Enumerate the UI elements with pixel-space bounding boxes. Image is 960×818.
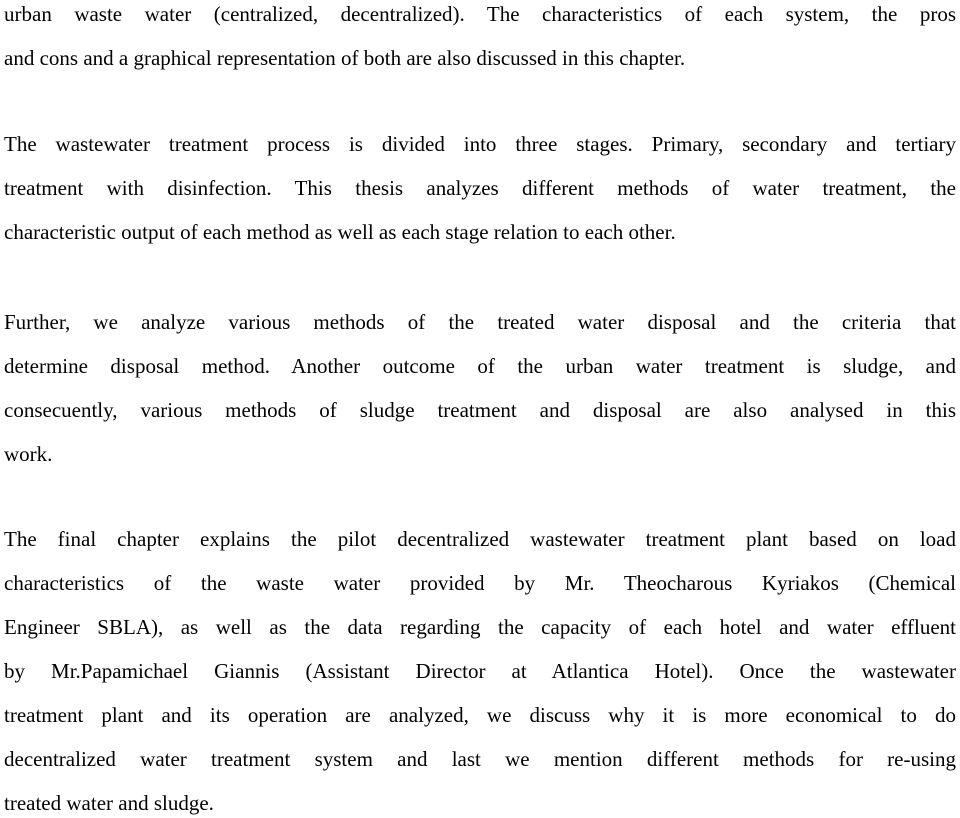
paragraph-2-line-2: treatment with disinfection. This thesis analyzes different methods of water treatment, the	[4, 176, 956, 200]
paragraph-1-line-1: urban waste water (centralized, decentralized). The characteristics of each system, the pros	[4, 2, 956, 26]
paragraph-1-line-2: and cons and a graphical representation of both are also discussed in this chapter.	[4, 46, 686, 70]
paragraph-2-line-3: characteristic output of each method as well as each stage relation to each other.	[4, 220, 676, 244]
paragraph-4-line-1: The final chapter explains the pilot decentralized wastewater treatment plant based on load	[4, 527, 956, 551]
paragraph-3-line-1: Further, we analyze various methods of the treated water disposal and the criteria that	[4, 310, 956, 334]
paragraph-3-line-2: determine disposal method. Another outcome of the urban water treatment is sludge, and	[4, 354, 956, 378]
paragraph-4-line-6: decentralized water treatment system and last we mention different methods for re-using	[4, 747, 956, 771]
paragraph-3-line-3: consecuently, various methods of sludge treatment and disposal are also analysed in this	[4, 398, 956, 422]
paragraph-4-line-3: Engineer SBLA), as well as the data regarding the capacity of each hotel and water effluent	[4, 615, 956, 639]
paragraph-4-line-2: characteristics of the waste water provided by Mr. Theocharous Kyriakos (Chemical	[4, 571, 956, 595]
paragraph-3-line-4: work.	[4, 442, 53, 466]
paragraph-4-line-5: treatment plant and its operation are analyzed, we discuss why it is more economical to do	[4, 703, 956, 727]
paragraph-2-line-1: The wastewater treatment process is divided into three stages. Primary, secondary and tertiary	[4, 132, 956, 156]
paragraph-4-line-4: by Mr.Papamichael Giannis (Assistant Director at Atlantica Hotel). Once the wastewater	[4, 659, 956, 683]
paragraph-4-line-7: treated water and sludge.	[4, 791, 214, 815]
